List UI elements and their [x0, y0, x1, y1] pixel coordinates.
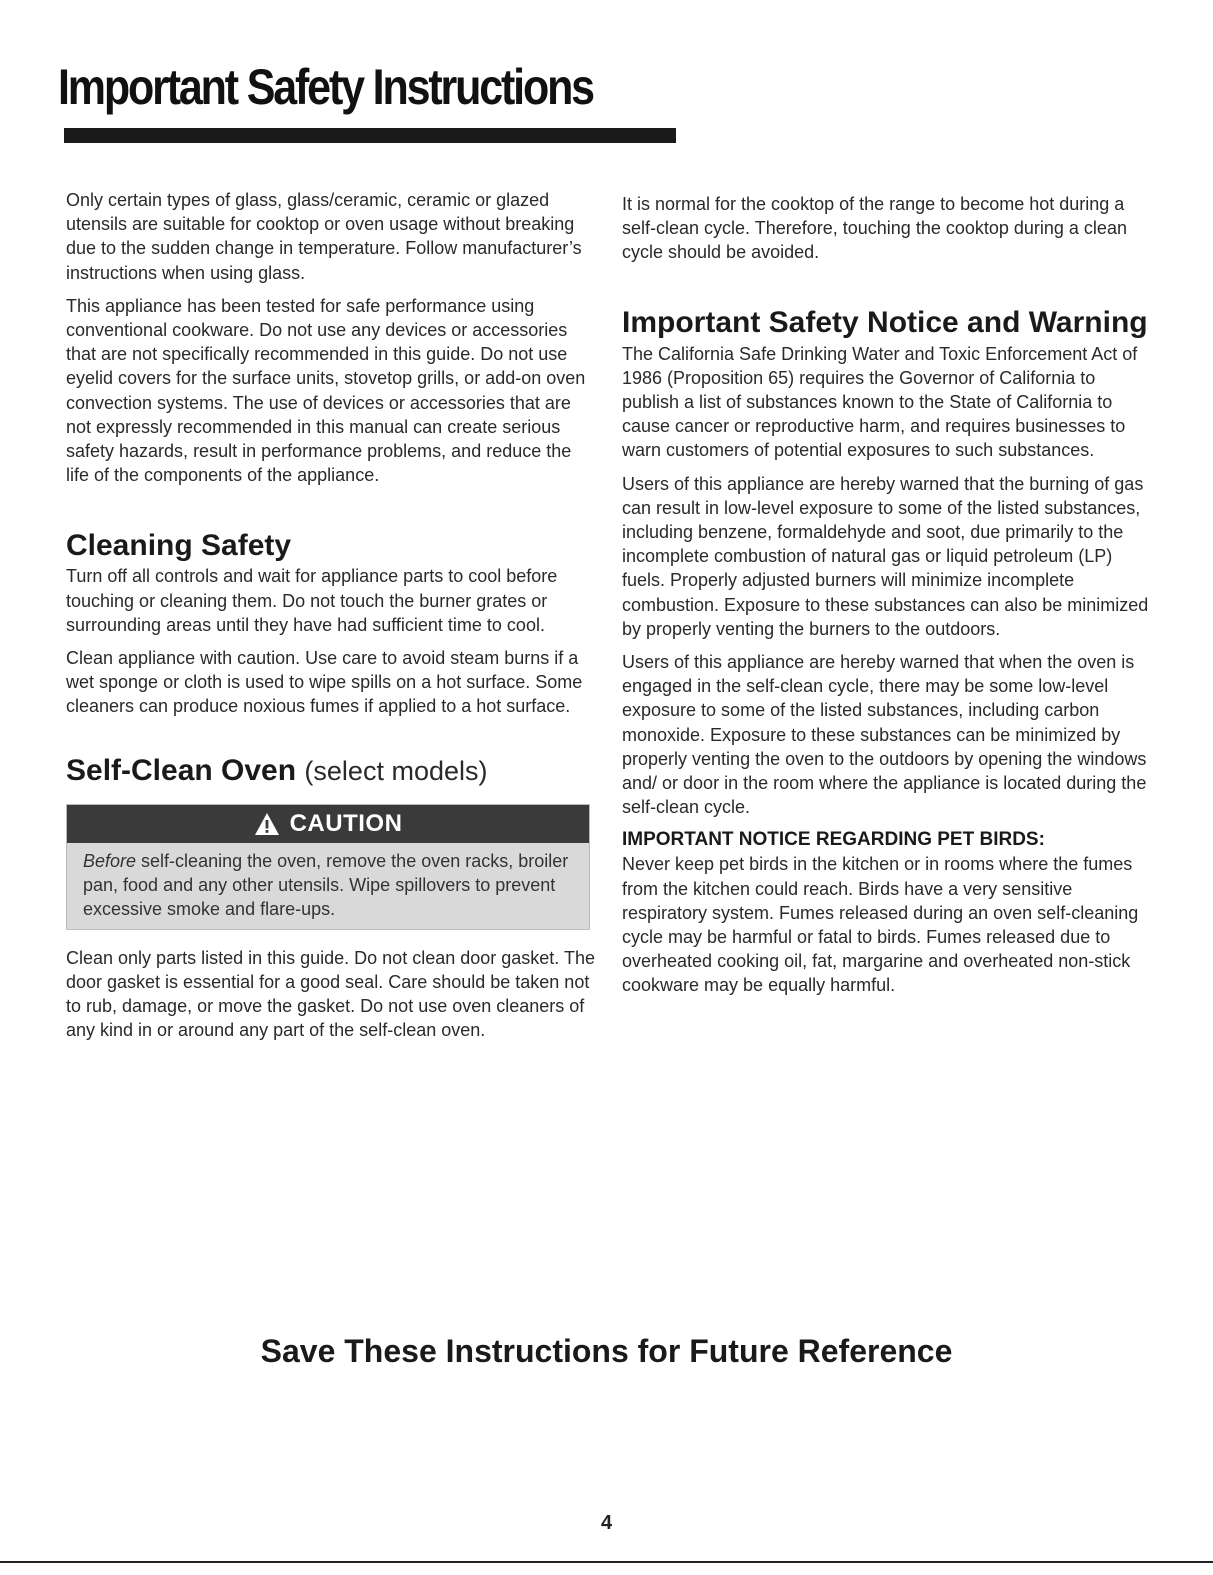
- cleaning-safety-heading: Cleaning Safety: [66, 529, 292, 563]
- cleaning-paragraph-1: Turn off all controls and wait for appliance parts to cool before touching or cleaning them. Do not touch the burner grates or surrounding areas until they have had sufficient time to cool.: [66, 566, 558, 635]
- cleaning-paragraph-2: Clean appliance with caution. Use care to avoid steam burns if a wet sponge or cloth is used to wipe spills on a hot surface. Some cleaners can produce noxious fumes if applied to a hot surface.: [66, 648, 583, 717]
- caution-box: [66, 804, 590, 930]
- page-title: Important Safety Instructions: [58, 59, 593, 115]
- caution-emphasis: Before: [83, 850, 137, 871]
- self-clean-exposure-paragraph: Users of this appliance are hereby warned that when the oven is engaged in the self-clean cycle, there may be some low-level exposure to some of the listed substances, including carbon monoxide. Exposure to these substances can be minimized by properly venting the oven to the outdoors by opening the windows and/ or door in the room where the appliance is located during the self-clean cycle.: [622, 652, 1147, 818]
- bottom-rule: [0, 1561, 1213, 1563]
- door-gasket-paragraph: Clean only parts listed in this guide. Do not clean door gasket. The door gasket is essential for a good seal. Care should be taken not to rub, damage, or move the gasket. Do not use oven cleaners of any kind in or around any part of the self-clean oven.: [66, 947, 595, 1041]
- self-clean-heading-note: (select models): [304, 755, 488, 786]
- right-column: [622, 192, 1152, 1007]
- glass-utensils-paragraph: Only certain types of glass, glass/ceramic, ceramic or glazed utensils are suitable for cooktop or oven usage without breaking due to the sudden change in temperature. Follow manufacturer’s instructions when using glass.: [66, 190, 582, 283]
- caution-body-text: self-cleaning the oven, remove the oven racks, broiler pan, food and any other utensils. Wipe spillovers to prevent excessive smoke and flare-ups.: [83, 850, 569, 919]
- cooktop-hot-paragraph: It is normal for the cooktop of the range to become hot during a self-clean cycle. Therefore, touching the cooktop during a clean cycle should be avoided.: [622, 194, 1127, 263]
- left-column: [66, 188, 596, 1051]
- self-clean-heading: [66, 754, 596, 788]
- self-clean-heading-text: Self-Clean Oven: [66, 753, 297, 787]
- save-instructions-footer: Save These Instructions for Future Reference: [260, 1333, 953, 1369]
- caution-label: CAUTION: [289, 809, 403, 837]
- pet-birds-heading: IMPORTANT NOTICE REGARDING PET BIRDS:: [622, 829, 1045, 851]
- warning-triangle-icon: [254, 812, 280, 836]
- proposition-65-paragraph: The California Safe Drinking Water and Toxic Enforcement Act of 1986 (Proposition 65) requires the Governor of California to publish a list of substances known to the State of California to cause cancer or reproductive harm, and requires businesses to warn customers of potential exposures to such substances.: [622, 343, 1138, 461]
- caution-text: [67, 843, 589, 929]
- gas-exposure-paragraph: Users of this appliance are hereby warned that the burning of gas can result in low-level exposure to some of the listed substances, including benzene, formaldehyde and soot, due primarily to the incomplete combustion of natural gas or liquid petroleum (LP) fuels. Properly adjusted burners will minimize incomplete combustion. Exposure to these substances can also be minimized by properly venting the burners to the outdoors.: [622, 473, 1149, 639]
- caution-header: [67, 805, 589, 843]
- cookware-paragraph: This appliance has been tested for safe performance using conventional cookware. Do not use any devices or accessories that are not specifically recommended in this guide. Do not use eyelid covers for the surface units, stovetop grills, or add-on oven convection systems. The use of devices or accessories that are not expressly recommended in this manual can create serious safety hazards, result in performance problems, and reduce the life of the components of the appliance.: [66, 295, 586, 486]
- pet-birds-paragraph: Never keep pet birds in the kitchen or in rooms where the fumes from the kitchen could reach. Birds have a very sensitive respiratory system. Fumes released during an oven self-cleaning cycle may be harmful or fatal to birds. Fumes released due to overheated cooking oil, fat, margarine and overheated non-stick cookware may be equally harmful.: [622, 854, 1139, 996]
- page-number: 4: [600, 1512, 613, 1534]
- title-underline: [64, 128, 676, 143]
- safety-notice-heading: Important Safety Notice and Warning: [622, 305, 1148, 339]
